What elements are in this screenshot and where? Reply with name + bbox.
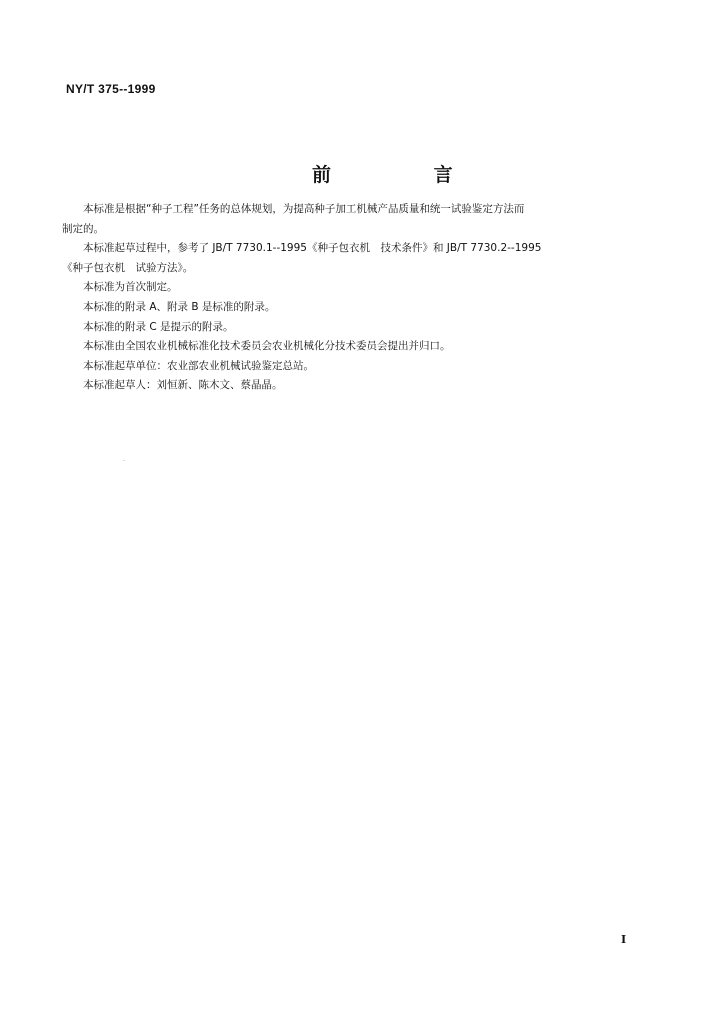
paragraph-proposed-by: 本标准由全国农业机械标准化技术委员会农业机械化分技术委员会提出并归口。: [83, 340, 451, 353]
scan-speck: [123, 460, 125, 461]
paragraph-first-edition: 本标准为首次制定。: [83, 281, 178, 294]
standard-code: NY/T 375--1999: [66, 82, 156, 96]
paragraph-references: [62, 239, 662, 278]
paragraph-line: 制定的。: [62, 222, 104, 235]
paragraph-line: 本标准起草过程中，参考了 JB/T 7730.1--1995《种子包衣机 技术条件》和 JB/T 7730.2--1995: [83, 242, 542, 255]
paragraph-line: 《种子包衣机 试验方法》。: [62, 261, 194, 274]
paragraph-informative-annex: 本标准的附录 C 是提示的附录。: [83, 320, 234, 333]
page-number: I: [621, 933, 627, 946]
foreword-body: [62, 200, 662, 396]
paragraph-drafting-unit: 本标准起草单位：农业部农业机械试验鉴定总站。: [83, 359, 314, 372]
paragraph-drafters: 本标准起草人：刘恒新、陈木文、蔡晶晶。: [83, 379, 283, 392]
paragraph-normative-annexes: 本标准的附录 A、附录 B 是标准的附录。: [83, 300, 276, 313]
page-title: 前 言: [312, 164, 501, 186]
paragraph-line: 本标准是根据“种子工程”任务的总体规划，为提高种子加工机械产品质量和统一试验鉴定方法而: [83, 203, 525, 215]
paragraph-purpose: [62, 200, 662, 239]
